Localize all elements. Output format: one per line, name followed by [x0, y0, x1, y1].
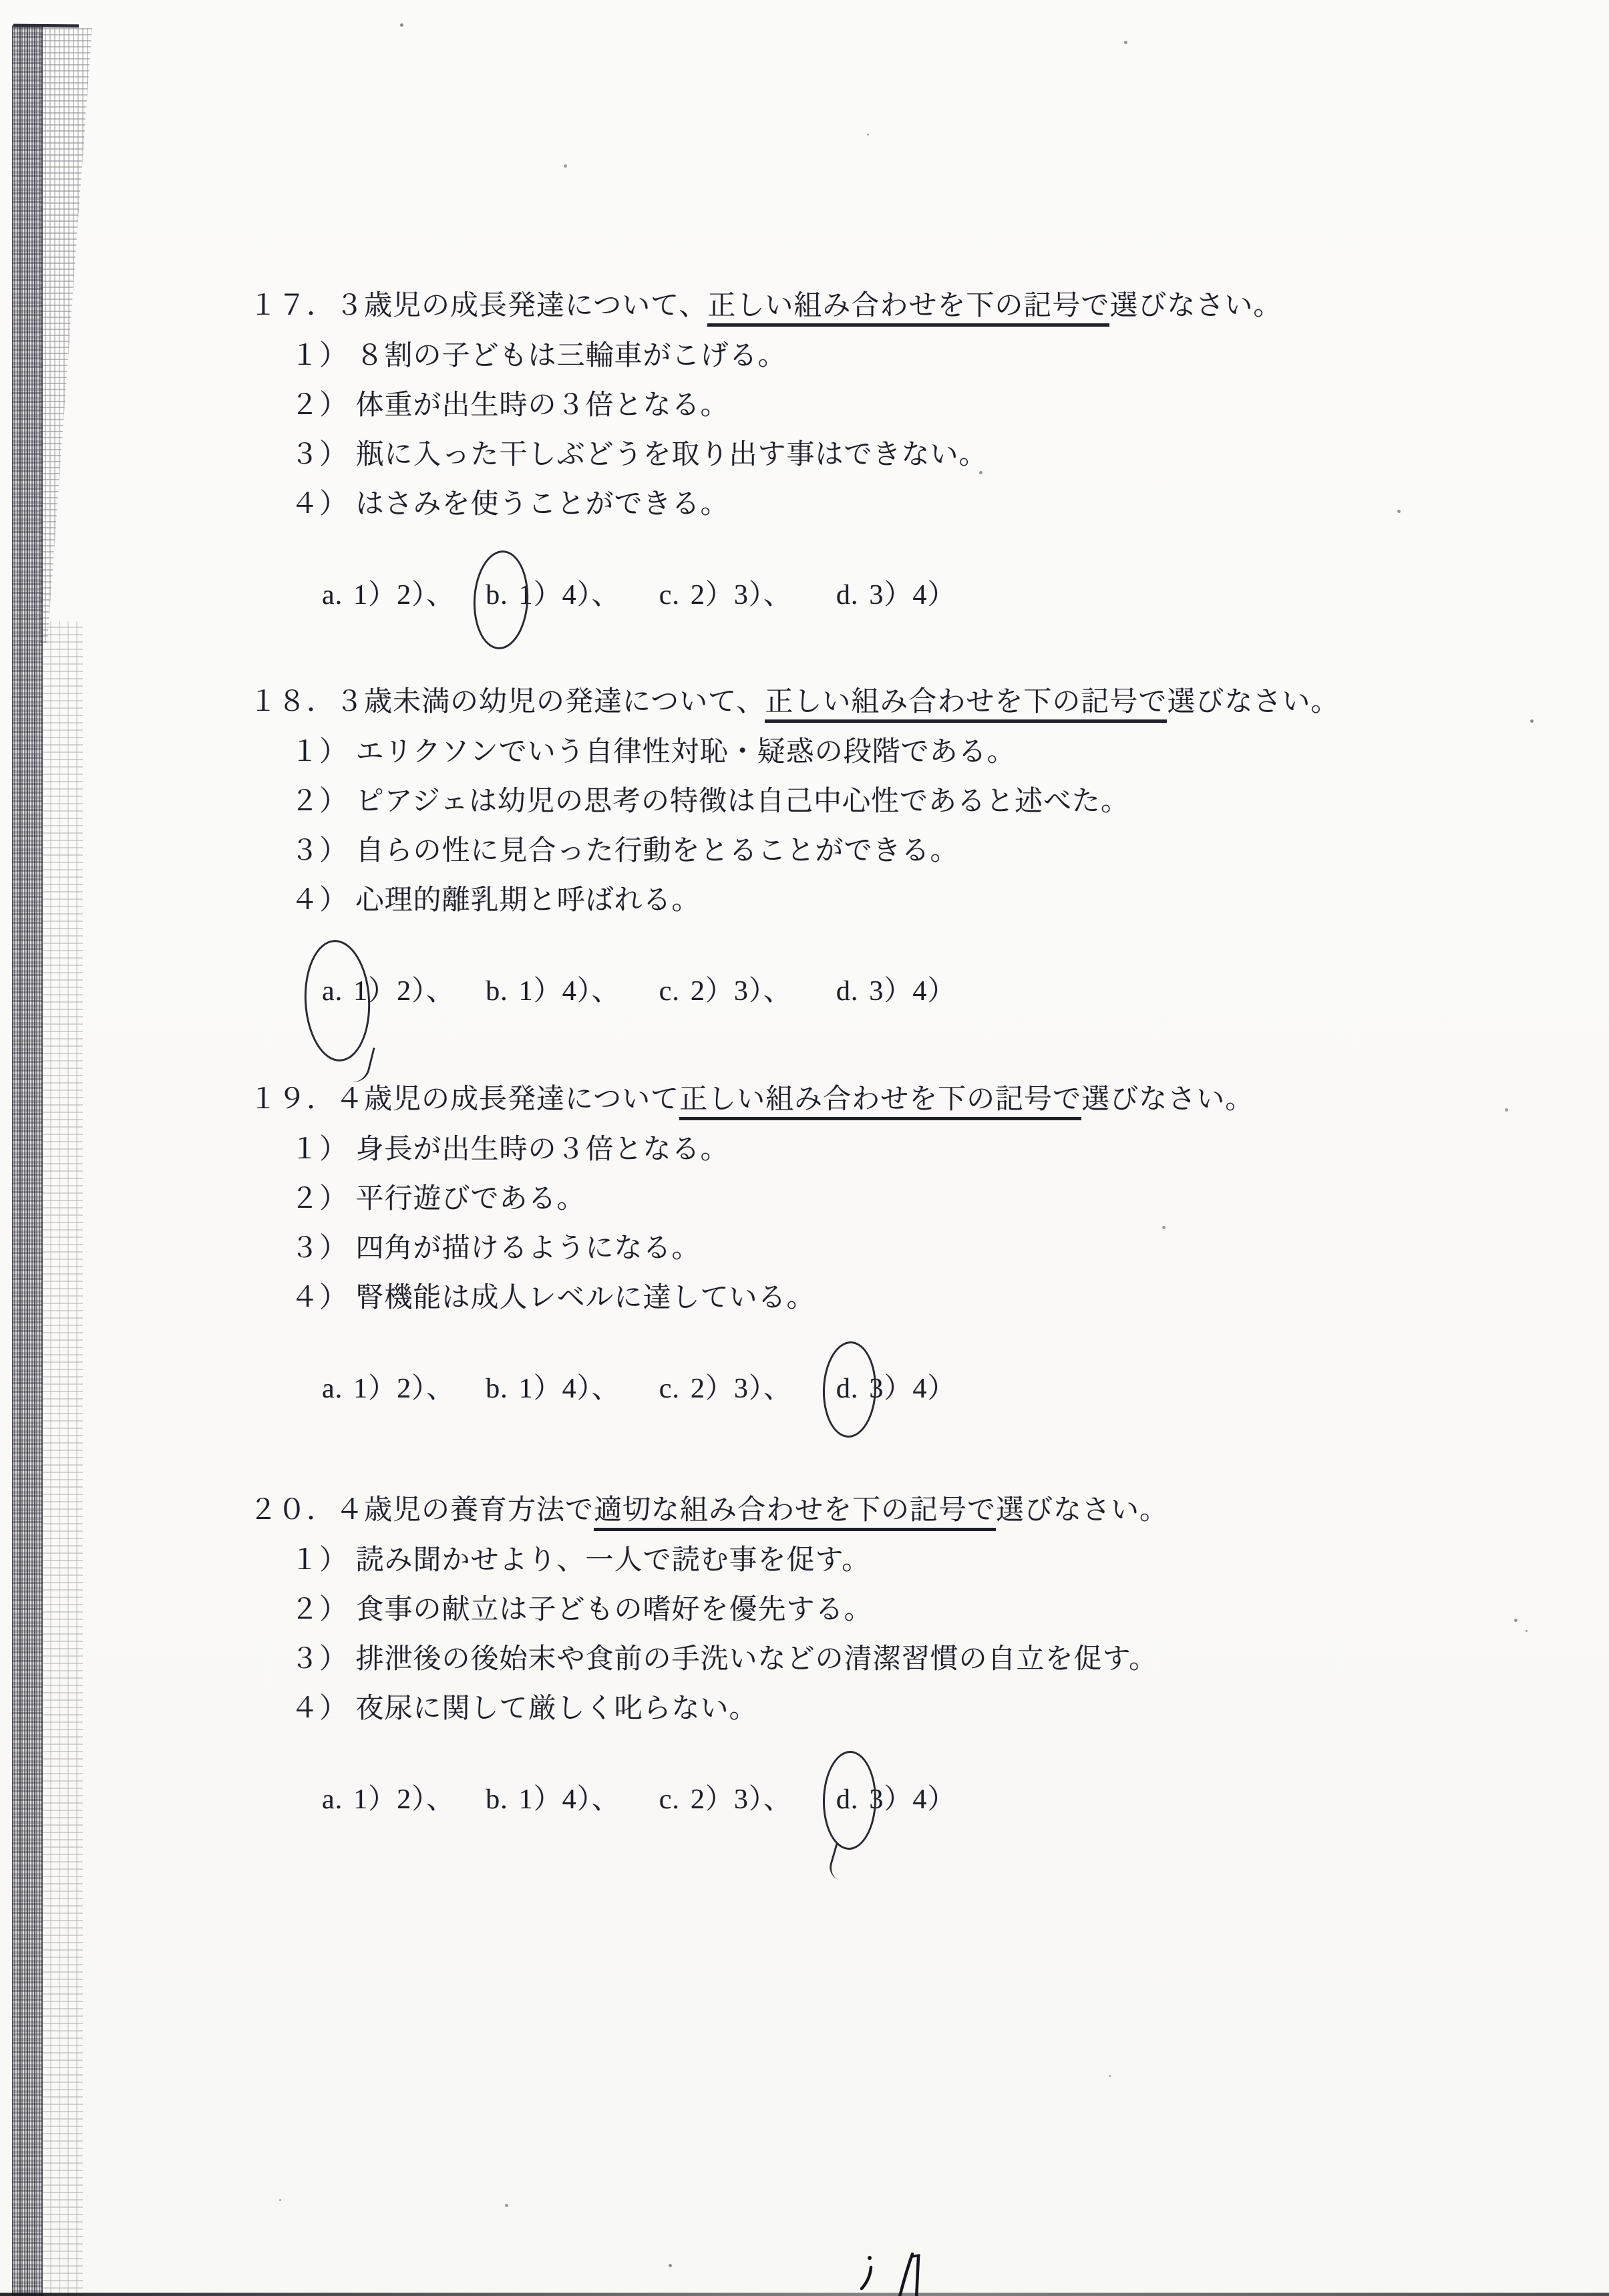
option-line: ２） 平行遊びである。	[291, 1184, 586, 1214]
handwritten-mark	[847, 2253, 934, 2296]
question-heading	[249, 1086, 1254, 1120]
answer-pair: 1）4）、	[518, 976, 620, 1007]
option-line: ２） ピアジェは幼児の思考の特徴は自己中心性であると述べた。	[291, 786, 1129, 817]
answer-pair: 1）4）、	[518, 1373, 620, 1404]
heading-underlined-phrase: 適切な組み合わせを下の記号で	[594, 1496, 996, 1531]
answer-pair: 1）2）、	[353, 976, 456, 1007]
answer-choice-a	[322, 580, 455, 611]
answer-choice-c	[659, 1373, 792, 1404]
answer-letter: a.	[322, 1784, 343, 1815]
answer-choice-a	[322, 976, 455, 1007]
question-heading	[249, 688, 1339, 723]
answer-pair: 1）4）、	[518, 1784, 620, 1815]
heading-suffix: 選びなさい。	[1109, 291, 1282, 321]
answer-choice-d	[836, 1784, 956, 1815]
heading-underlined-phrase: 正しい組み合わせを下の記号で	[707, 292, 1109, 327]
question-19	[249, 1086, 1558, 1460]
answer-letter-circled: b.	[486, 580, 508, 611]
heading-underlined-phrase: 正しい組み合わせを下の記号で	[679, 1086, 1081, 1120]
option-line: ３） 四角が描けるようになる。	[291, 1233, 701, 1264]
left-scan-artifact-band	[12, 25, 43, 2296]
answer-pair: 2）3）、	[690, 1784, 792, 1815]
answer-choice-a	[322, 1784, 455, 1815]
answer-letter: b.	[486, 1784, 508, 1815]
answer-choice-b	[486, 976, 620, 1007]
answer-row	[322, 1786, 987, 1814]
answer-letter-circled: a.	[322, 976, 343, 1007]
answer-pair: 2）3）、	[690, 1373, 792, 1404]
answer-row	[322, 977, 987, 1005]
scan-edge-bottom-line	[0, 2293, 1609, 2296]
answer-choice-d	[836, 580, 956, 611]
answer-pair: 1）2）、	[353, 580, 456, 611]
heading-prefix: １９．４歳児の成長発達について	[249, 1084, 680, 1115]
option-line: ４） 腎機能は成人レベルに達している。	[291, 1283, 816, 1313]
scan-edge-top-line	[13, 24, 79, 28]
answer-choice-c	[659, 976, 792, 1007]
answer-pair: 3）4）	[869, 580, 956, 611]
option-line: ３） 排泄後の後始末や食前の手洗いなどの清潔習慣の自立を促す。	[291, 1644, 1158, 1675]
answer-letter: b.	[486, 1373, 508, 1404]
answer-choice-b	[486, 580, 620, 611]
option-line: ４） はさみを使うことができる。	[291, 489, 729, 520]
question-17	[249, 292, 1558, 666]
heading-prefix: １７．３歳児の成長発達について、	[249, 291, 708, 321]
answer-choice-c	[659, 1784, 792, 1815]
answer-choice-b	[486, 1784, 620, 1815]
heading-suffix: 選びなさい。	[1167, 687, 1340, 717]
answer-letter: a.	[322, 1373, 343, 1404]
answer-pair: 2）3）、	[690, 580, 792, 611]
answer-letter: c.	[659, 580, 680, 611]
answer-letter: d.	[836, 976, 859, 1007]
answer-letter: a.	[322, 580, 343, 611]
answer-choice-a	[322, 1373, 455, 1404]
heading-prefix: ２０．４歳児の養育方法で	[249, 1495, 594, 1526]
answer-letter-circled: d.	[836, 1784, 859, 1815]
answer-letter: b.	[486, 976, 508, 1007]
scan-edge-speckle-wedge	[40, 28, 92, 643]
answer-choice-b	[486, 1373, 620, 1404]
option-line: １） エリクソンでいう自律性対恥・疑惑の段階である。	[291, 737, 1016, 768]
question-heading	[249, 1496, 1168, 1531]
answer-letter: d.	[836, 580, 859, 611]
answer-pair: 2）3）、	[690, 976, 792, 1007]
answer-pair: 1）2）、	[353, 1784, 456, 1815]
heading-suffix: 選びなさい。	[1081, 1084, 1254, 1115]
option-line: ３） 瓶に入った干しぶどうを取り出す事はできない。	[291, 440, 988, 470]
answer-row	[322, 581, 987, 609]
option-line: ４） 夜尿に関して厳しく叱らない。	[291, 1693, 758, 1724]
heading-prefix: １８．３歳未満の幼児の発達について、	[249, 687, 765, 717]
option-line: １） ８割の子どもは三輪車がこげる。	[291, 341, 787, 371]
answer-choice-d	[836, 1373, 956, 1404]
heading-suffix: 選びなさい。	[996, 1495, 1169, 1526]
option-line: １） 読み聞かせより、一人で読む事を促す。	[291, 1545, 871, 1576]
answer-choice-d	[836, 976, 956, 1007]
option-line: ２） 食事の献立は子どもの嗜好を優先する。	[291, 1595, 873, 1625]
option-line: １） 身長が出生時の３倍となる。	[291, 1134, 729, 1165]
question-20	[249, 1496, 1558, 1870]
question-heading	[249, 292, 1282, 327]
answer-pair: 1）2）、	[353, 1373, 456, 1404]
scan-edge-speckle-column	[41, 621, 83, 2296]
answer-letter: c.	[659, 1784, 680, 1815]
option-line: ２） 体重が出生時の３倍となる。	[291, 390, 729, 421]
answer-letter: c.	[659, 976, 680, 1007]
answer-pair: 3）4）	[869, 1373, 956, 1404]
answer-pair: 3）4）	[869, 1784, 956, 1815]
answer-row	[322, 1375, 987, 1403]
answer-choice-c	[659, 580, 792, 611]
answer-letter-circled: d.	[836, 1373, 859, 1404]
option-line: ３） 自らの性に見合った行動をとることができる。	[291, 836, 959, 866]
answer-pair: 1）4）、	[518, 580, 620, 611]
option-line: ４） 心理的離乳期と呼ばれる。	[291, 885, 701, 916]
answer-pair: 3）4）	[869, 976, 956, 1007]
question-18	[249, 688, 1558, 1062]
scan-dust-specks	[0, 0, 2, 2]
heading-underlined-phrase: 正しい組み合わせを下の記号で	[765, 688, 1167, 723]
answer-letter: c.	[659, 1373, 680, 1404]
